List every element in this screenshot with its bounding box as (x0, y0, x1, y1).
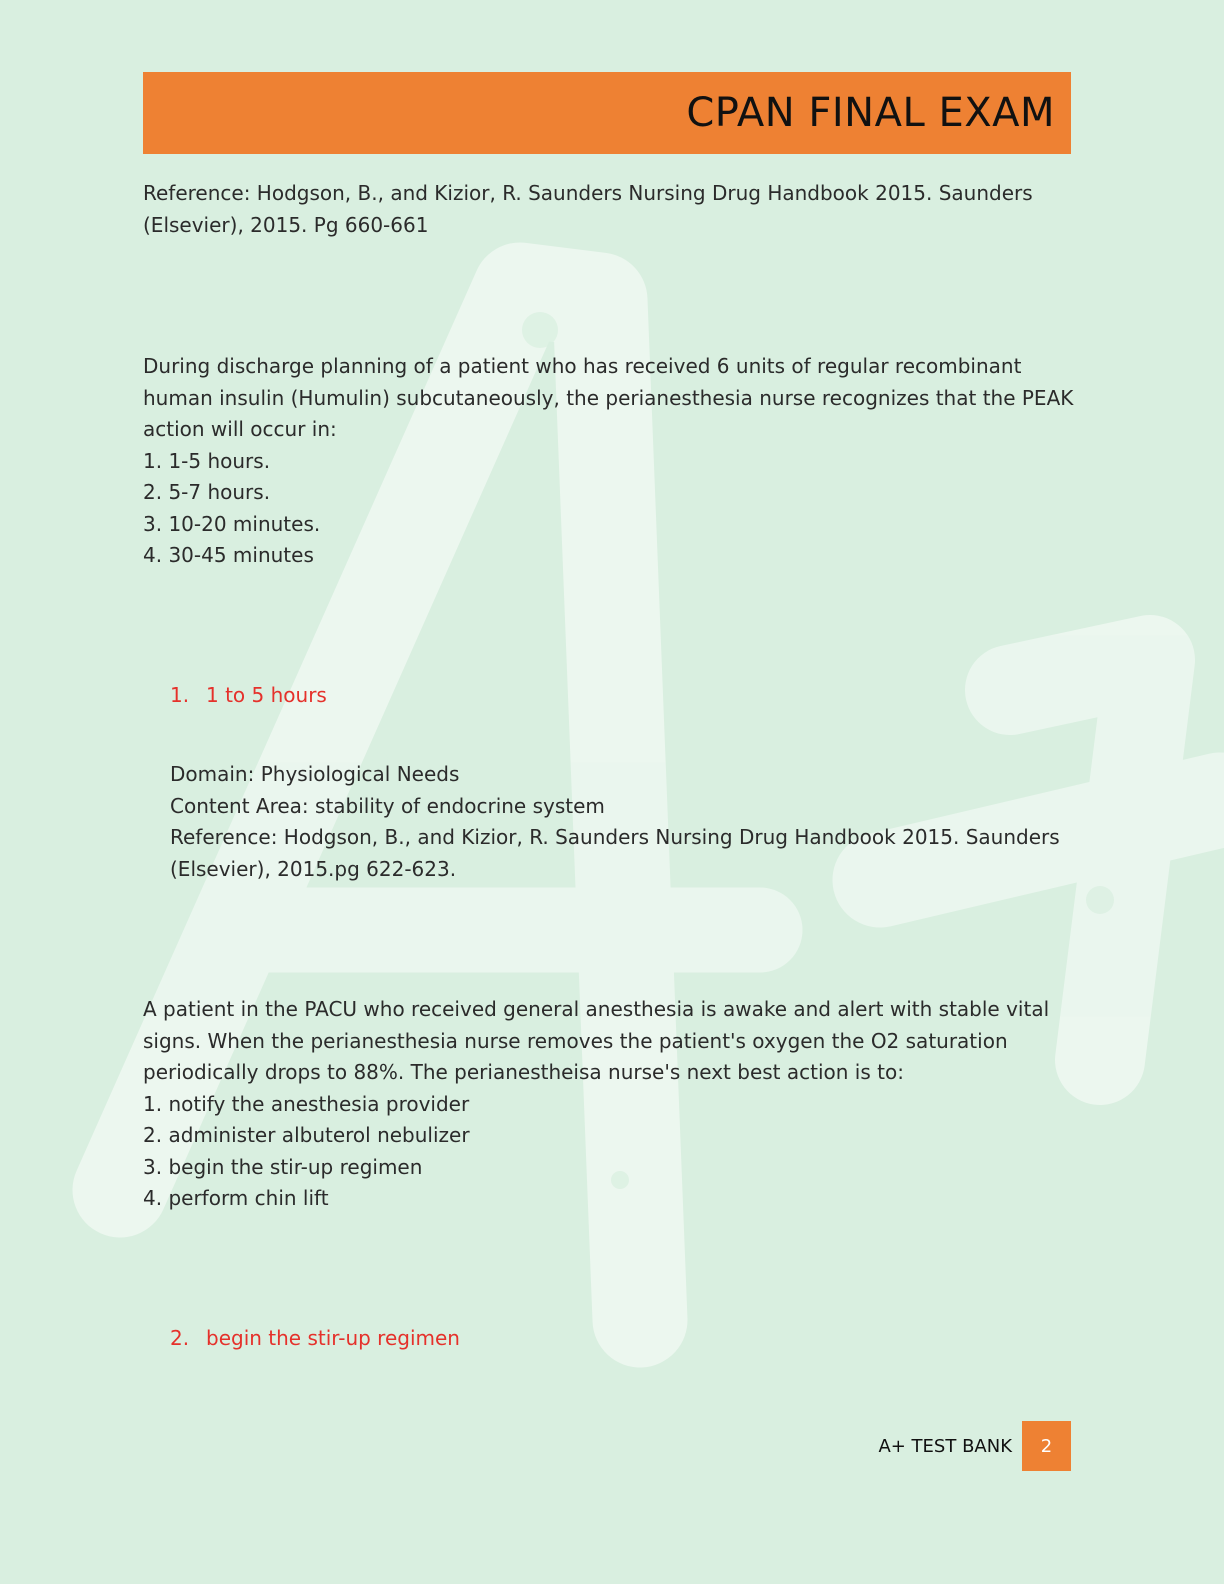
header-bar (143, 72, 1071, 154)
answer-number: 1. (170, 683, 190, 707)
rationale-line: Content Area: stability of endocrine system (170, 793, 605, 818)
question-option: 3. 10-20 minutes. (143, 511, 321, 536)
question-stem-line: human insulin (Humulin) subcutaneously, the perianesthesia nurse recognizes that the PEAK (143, 385, 1074, 410)
question-option: 4. perform chin lift (143, 1186, 329, 1210)
page-title: CPAN FINAL EXAM (686, 90, 1055, 136)
question-option: 2. administer albuterol nebulizer (143, 1123, 470, 1147)
reference-line: (Elsevier), 2015. Pg 660-661 (143, 212, 429, 237)
answer-text: begin the stir-up regimen (206, 1326, 460, 1350)
question-option: 4. 30-45 minutes (143, 543, 314, 567)
answer-text: 1 to 5 hours (206, 683, 327, 707)
question-option: 1. 1-5 hours. (143, 448, 271, 473)
footer-label: A+ TEST BANK (878, 1436, 1012, 1457)
question-option: 1. notify the anesthesia provider (143, 1091, 470, 1116)
question-2 (143, 994, 1083, 1215)
question-stem-line: A patient in the PACU who received general anesthesia is awake and alert with stable vital (143, 997, 1050, 1021)
question-stem-line: During discharge planning of a patient who has received 6 units of regular recombinant (143, 354, 1022, 378)
question-option: 2. 5-7 hours. (143, 480, 271, 504)
question-stem-line: signs. When the perianesthesia nurse removes the patient's oxygen the O2 saturation (143, 1028, 1008, 1053)
answer-1 (170, 680, 327, 712)
reference-top (143, 178, 1083, 241)
page-number: 2 (1040, 1435, 1053, 1457)
question-stem-line: periodically drops to 88%. The perianestheisa nurse's next best action is to: (143, 1060, 904, 1084)
reference-line: Reference: Hodgson, B., and Kizior, R. Saunders Nursing Drug Handbook 2015. Saunders (143, 181, 1033, 205)
answer-number: 2. (170, 1326, 190, 1350)
answer-2 (170, 1323, 460, 1355)
question-option: 3. begin the stir-up regimen (143, 1154, 423, 1179)
page-number-badge (1022, 1421, 1071, 1471)
question-stem-line: action will occur in: (143, 417, 337, 441)
rationale-line: (Elsevier), 2015.pg 622-623. (170, 856, 457, 881)
question-1 (143, 351, 1083, 572)
rationale-line: Domain: Physiological Needs (170, 762, 460, 786)
rationale-line: Reference: Hodgson, B., and Kizior, R. Saunders Nursing Drug Handbook 2015. Saunders (170, 825, 1060, 849)
rationale-1 (170, 759, 1090, 885)
